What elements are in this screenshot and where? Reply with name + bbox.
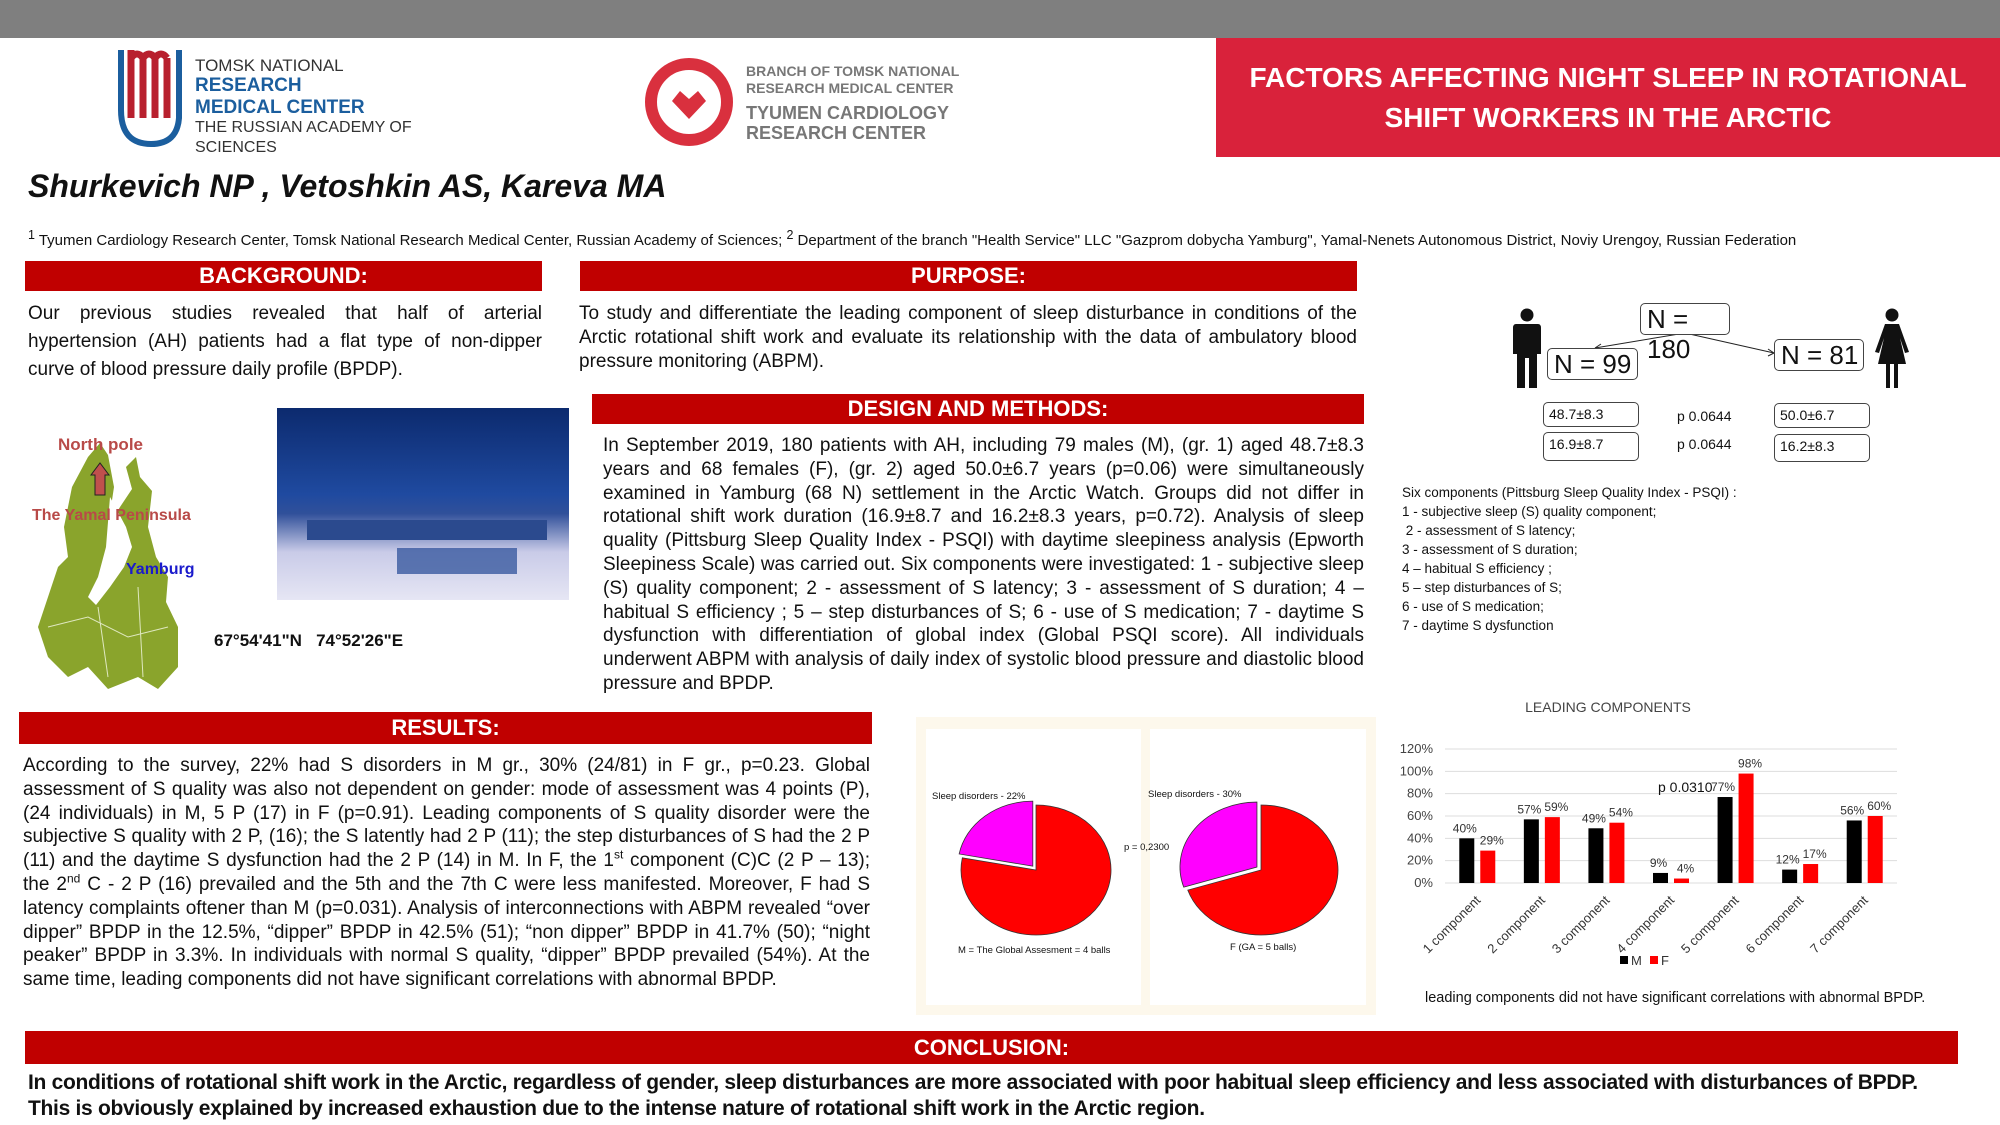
x-tick-label: 3 component: [1548, 892, 1613, 957]
bar-F-5: [1739, 774, 1754, 883]
results-text: [23, 754, 870, 992]
bar-value-label: 17%: [1802, 847, 1827, 862]
affiliation-2: Department of the branch "Health Service" LLC "Gazprom dobycha Yamburg", Yamal-Nenets Autonomous District, Noviy Urengoy, Russian Federation: [793, 232, 1797, 249]
logo2-line3: TYUMEN CARDIOLOGY: [746, 103, 950, 123]
y-tick-label: 40%: [1406, 830, 1433, 846]
male-duration-box: 16.9±8.7: [1543, 432, 1639, 461]
bar-value-label: 49%: [1581, 811, 1606, 826]
list-item: 4 – habitual S efficiency ;: [1402, 561, 1552, 576]
list-item: 3 - assessment of S duration;: [1402, 542, 1578, 557]
list-item: 1 - subjective sleep (S) quality component;: [1402, 504, 1657, 519]
coordinates: 67°54'41"N 74°52'26"E: [214, 631, 404, 650]
x-tick-label: 5 component: [1677, 892, 1742, 957]
tomsk-logo: [115, 48, 495, 156]
bar-value-label: 77%: [1711, 780, 1736, 795]
bar-value-label: 9%: [1649, 855, 1668, 870]
x-tick-label: 4 component: [1613, 892, 1678, 957]
logo1-line3: MEDICAL CENTER: [195, 97, 365, 118]
authors: Shurkevich NP , Vetoshkin AS, Kareva MA: [28, 168, 667, 204]
yamburg-label: Yamburg: [126, 561, 195, 578]
y-tick-label: 100%: [1399, 763, 1433, 779]
north-arrow-icon: [90, 461, 110, 497]
male-age-box: 48.7±8.3: [1543, 402, 1639, 427]
x-tick-label: 2 component: [1484, 892, 1548, 957]
sample-diagram: [1390, 290, 1970, 640]
bar-value-label: 57%: [1517, 802, 1542, 817]
bar-F-7: [1868, 816, 1883, 883]
x-tick-label: 1 component: [1419, 892, 1484, 957]
legend-swatch-F: [1650, 956, 1658, 964]
bar-M-4: [1653, 873, 1668, 883]
legend-swatch-M: [1620, 956, 1628, 964]
list-title: Six components (Pittsburg Sleep Quality Index - PSQI) :: [1402, 485, 1737, 500]
female-duration-box: 16.2±8.3: [1774, 434, 1870, 462]
results-heading: RESULTS:: [19, 712, 872, 744]
pie-charts: [916, 717, 1376, 1015]
total-n-box: N = 180: [1640, 303, 1730, 335]
chart-title: LEADING COMPONENTS: [1525, 699, 1691, 715]
pie-m-label: Sleep disorders - 22%: [932, 791, 1026, 802]
bar-M-6: [1782, 870, 1797, 883]
affiliations: [28, 228, 1796, 249]
bar-value-label: 60%: [1867, 799, 1892, 813]
female-n-box: N = 81: [1774, 339, 1864, 371]
north-pole-label: North pole: [58, 435, 143, 454]
logo1-line1: TOMSK NATIONAL: [195, 56, 344, 75]
poster-title: FACTORS AFFECTING NIGHT SLEEP IN ROTATIONAL SHIFT WORKERS IN THE ARCTIC: [1216, 38, 2000, 157]
bar-F-1: [1480, 851, 1495, 883]
top-bar: [0, 0, 2000, 38]
bar-value-label: 54%: [1608, 805, 1633, 820]
aff1-mark: 1: [28, 228, 35, 242]
bar-M-5: [1718, 797, 1733, 883]
yamal-map: [28, 427, 228, 697]
y-tick-label: 80%: [1406, 785, 1433, 801]
conclusion-text: In conditions of rotational shift work in the Arctic, regardless of gender, sleep disturbances are more associated with poor habitual sleep efficiency and less associated with disturbances of BPDP. This is obviously explained by increased exhaustion due to the intense nature of rotational shift work in the Arctic region.: [28, 1071, 1918, 1120]
bar-F-6: [1803, 864, 1818, 883]
conclusion-heading: CONCLUSION:: [25, 1031, 1958, 1064]
results-text-part: According to the survey, 22% had S disorders in M gr., 30% (24/81) in F gr., p=0.23. Global assessment of S quality was also not dependent on gender: mode of assessment was 4 points (P), (24 individuals) in M, 5 P (17) in F (p=0.91). Leading components of S quality disorder were the subjective S quality with 2 P, (16); the S latently had 2 P (11); the step disturbances of S had the 2 P (11) and the daytime S dysfunction had the 2 P (14) in M. In F, the 1: [23, 755, 870, 872]
bar-value-label: 29%: [1479, 833, 1504, 848]
logo2-line4: RESEARCH CENTER: [746, 123, 927, 143]
background-heading: BACKGROUND:: [25, 261, 542, 291]
results-sup: st: [613, 847, 624, 862]
bar-value-label: 59%: [1544, 800, 1569, 815]
p-value-annotation: p 0.0310: [1658, 779, 1713, 795]
background-text: Our previous studies revealed that half of arterial hypertension (AH) patients had a flat type of non-dipper curve of blood pressure daily profile (BPDP).: [28, 303, 542, 380]
bar-M-2: [1524, 819, 1539, 883]
leading-components-chart: [1390, 690, 1970, 1010]
list-item: 7 - daytime S dysfunction: [1402, 618, 1554, 633]
pie-m-caption: M = The Global Assesment = 4 balls: [958, 945, 1111, 956]
legend-label-F: F: [1661, 953, 1669, 968]
yamal-peninsula-label: The Yamal Peninsula: [32, 507, 191, 524]
p-duration: p 0.0644: [1677, 436, 1732, 452]
y-tick-label: 60%: [1406, 808, 1433, 823]
pie-f-label: Sleep disorders - 30%: [1148, 789, 1242, 800]
list-item: 2 - assessment of S latency;: [1402, 523, 1576, 538]
y-tick-label: 20%: [1406, 852, 1433, 868]
male-n-box: N = 99: [1547, 348, 1638, 380]
purpose-text: To study and differentiate the leading component of sleep disturbance in conditions of the Arctic rotational shift work and evaluate its relationship with the data of ambulatory blood pressure monitoring (ABPM).: [579, 303, 1357, 372]
logo2-line1: BRANCH OF TOMSK NATIONAL: [746, 63, 960, 79]
pie-p-value: p = 0,2300: [1124, 842, 1170, 853]
design-text: In September 2019, 180 patients with AH, including 79 males (M), (gr. 1) aged 48.7±8.3 years and 68 females (F), (gr. 2) aged 50.0±6.7 years (p=0.06) were simultaneously examined in Yamburg (68 N) settlement in the Arctic Watch. Groups did not differ in rotational shift work duration (16.9±8.7 and 16.2±8.3 years, p=0.72). Analysis of sleep quality (Pittsburg Sleep Quality Index - PSQI) with daytime sleepiness analysis (Epworth Sleepiness Scale) was carried out. Six components were investigated: 1 - subjective sleep (S) quality component; 2 - assessment of S latency; 3 - assessment of S duration; 4 – habitual S efficiency ; 5 – step disturbances of S; 6 - use of S medication; 7 - daytime S dysfunction with differentiation of global index (Global PSQI score). All individuals underwent ABPM with analysis of daily index of systolic blood pressure and diastolic blood pressure and BPDP.: [603, 435, 1364, 694]
bar-F-4: [1674, 879, 1689, 883]
list-item: 5 – step disturbances of S;: [1402, 580, 1562, 595]
logo2-line2: RESEARCH MEDICAL CENTER: [746, 80, 954, 96]
logo1-line4: THE RUSSIAN ACADEMY OF SCIENCES: [195, 119, 412, 156]
list-item: 6 - use of S medication;: [1402, 599, 1544, 614]
y-tick-label: 0%: [1414, 875, 1433, 890]
tomsk-logo-mark-icon: [115, 48, 185, 148]
results-sup: nd: [66, 871, 81, 886]
bar-value-label: 40%: [1452, 821, 1477, 836]
x-tick-label: 7 component: [1807, 892, 1871, 957]
arctic-settlement-photo: [277, 408, 569, 600]
aff2-mark: 2: [786, 228, 794, 242]
bar-value-label: 4%: [1676, 861, 1695, 876]
affiliation-1: Tyumen Cardiology Research Center, Tomsk National Research Medical Center, Russian Academy of Sciences;: [34, 232, 787, 249]
design-heading: DESIGN AND METHODS:: [592, 394, 1364, 424]
purpose-heading: PURPOSE:: [580, 261, 1357, 291]
bar-value-label: 98%: [1738, 756, 1763, 771]
female-age-box: 50.0±6.7: [1774, 403, 1870, 428]
bar-M-3: [1588, 828, 1603, 883]
bar-F-2: [1545, 817, 1560, 883]
y-tick-label: 120%: [1399, 741, 1433, 756]
bar-M-1: [1459, 838, 1474, 883]
bar-M-7: [1847, 820, 1862, 883]
pie-f-caption: F (GA = 5 balls): [1230, 942, 1297, 953]
x-tick-label: 6 component: [1742, 892, 1807, 957]
p-age: p 0.0644: [1677, 408, 1732, 424]
bar-value-label: 12%: [1775, 852, 1800, 867]
results-text-part: C - 2 P (16) prevailed and the 5th and the 7th C were less manifested. Moreover, F had S latency complaints oftener than M (p=0.031). Analysis of interconnections with ABPM revealed “over dipper” BPDP in the 12.5%, “dipper” BPDP in 42.5% (51); “non dipper” BPDP in 41.7% (50); “night peaker” BPDP in 3.3%. In individuals with normal S quality, “dipper” BPDP prevailed (54%). At the same time, leading components did not have significant correlations with abnormal BPDP.: [23, 873, 870, 991]
heart-circle-logo-icon: [644, 57, 734, 147]
logo1-line2: RESEARCH: [195, 75, 302, 96]
bar-value-label: 56%: [1840, 803, 1865, 818]
pie-slice-sleep-disorders: [959, 801, 1033, 866]
legend-label-M: M: [1631, 953, 1642, 968]
results-text-part: component (C)C (2 P – 13); the 2: [23, 850, 870, 895]
psqi-components-list: [1402, 483, 1737, 635]
tyumen-logo: [644, 57, 974, 147]
pie-charts-panel: [916, 717, 1376, 1015]
bar-F-3: [1609, 823, 1624, 883]
chart-caption: leading components did not have significant correlations with abnormal BPDP.: [1425, 990, 1926, 1006]
